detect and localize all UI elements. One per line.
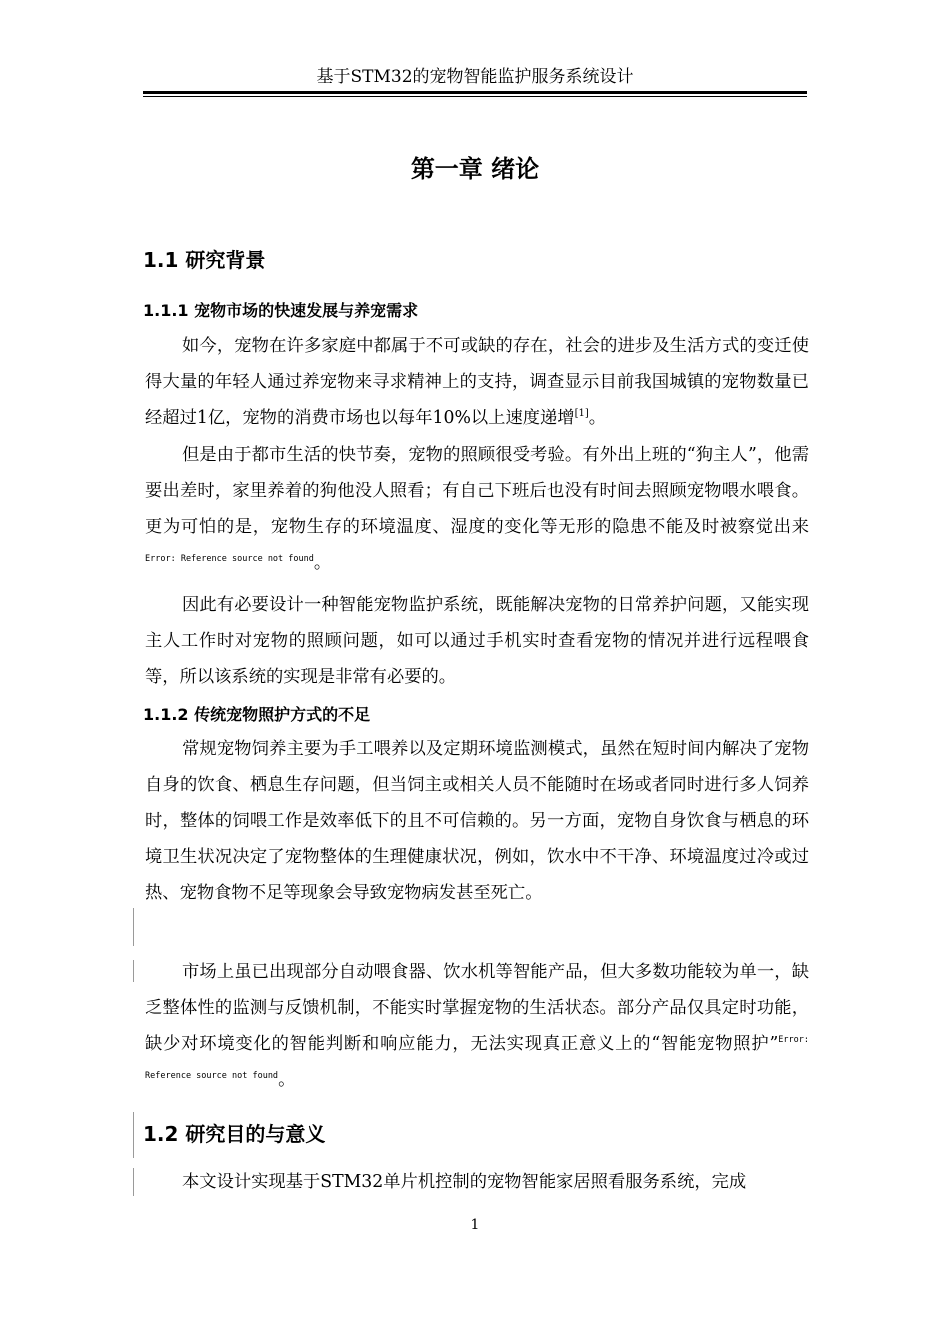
- citation-ref: [1]: [574, 408, 589, 419]
- paragraph-market-products: [145, 954, 809, 1098]
- paragraph-text: 但是由于都市生活的快节奏，宠物的照顾很受考验。有外出上班的“狗主人”，他需要出差时，家里养着的狗他没人照看；有自己下班后也没有时间去照顾宠物喂水喂食。更为可怕的是，宠物生存的环境温度、湿度的变化等无形的隐患不能及时被察觉出来: [145, 445, 809, 537]
- change-bar-mark: [133, 908, 134, 946]
- paragraph-text: 市场上虽已出现部分自动喂食器、饮水机等智能产品，但大多数功能较为单一，缺乏整体性的监测与反馈机制，不能实时掌握宠物的生活状态。部分产品仅具定时功能，缺少对环境变化的智能判断和响应能力，无法实现真正意义上的“智能宠物照护”: [145, 962, 809, 1054]
- paragraph-text: 常规宠物饲养主要为手工喂养以及定期环境监测模式，虽然在短时间内解决了宠物自身的饮食、栖息生存问题，但当饲主或相关人员不能随时在场或者同时进行多人饲养时，整体的饲喂工作是效率低下的且不可信赖的。另一方面，宠物自身饮食与栖息的环境卫生状况决定了宠物整体的生理健康状况，例如，饮水中不干净、环境温度过冷或过热、宠物食物不足等现象会导致宠物病发甚至死亡。: [145, 739, 809, 903]
- running-header-title: 基于STM32的宠物智能监护服务系统设计: [316, 67, 634, 87]
- paragraph-text: 因此有必要设计一种智能宠物监护系统，既能解决宠物的日常养护问题，又能实现主人工作时对宠物的照顾问题，如可以通过手机实时查看宠物的情况并进行远程喂食等，所以该系统的实现是非常有必要的。: [145, 595, 809, 687]
- section-heading-1-1: 1.1 研究背景: [143, 248, 266, 272]
- paragraph-purpose: [145, 1164, 809, 1200]
- section-heading-1-2: 1.2 研究目的与意义: [143, 1122, 326, 1146]
- paragraph-end: 。: [588, 408, 607, 428]
- paragraph-text: 如今，宠物在许多家庭中都属于不可或缺的存在，社会的进步及生活方式的变迁使得大量的年轻人通过养宠物来寻求精神上的支持，调查显示目前我国城镇的宠物数量已经超过1亿，宠物的消费市场也以每年10%以上速度递增: [145, 336, 809, 428]
- subsection-heading-1-1-2: 1.1.2 传统宠物照护方式的不足: [143, 705, 371, 724]
- paragraph-end: 。: [278, 1070, 296, 1090]
- reference-error-note: Error: Reference source not found: [145, 1035, 809, 1081]
- subsection-heading-1-1-1: 1.1.1 宠物市场的快速发展与养宠需求: [143, 301, 419, 320]
- paragraph-end: 。: [313, 553, 332, 573]
- paragraph-system-need: [145, 587, 809, 695]
- paragraph-market-growth: [145, 328, 809, 436]
- paragraph-text: 本文设计实现基于STM32单片机控制的宠物智能家居照看服务系统，完成: [182, 1172, 747, 1192]
- change-bar-mark: [133, 960, 134, 982]
- change-bar-mark: [133, 1168, 134, 1196]
- page-number: 1: [470, 1217, 480, 1233]
- paragraph-traditional-care: [145, 731, 809, 911]
- reference-error-note: Error: Reference source not found: [145, 554, 314, 564]
- header-rule-thin: [143, 96, 807, 97]
- paragraph-urban-life: [145, 437, 809, 581]
- chapter-title: 第一章 绪论: [410, 155, 540, 183]
- change-bar-mark: [133, 1112, 134, 1158]
- header-rule-thick: [143, 91, 807, 94]
